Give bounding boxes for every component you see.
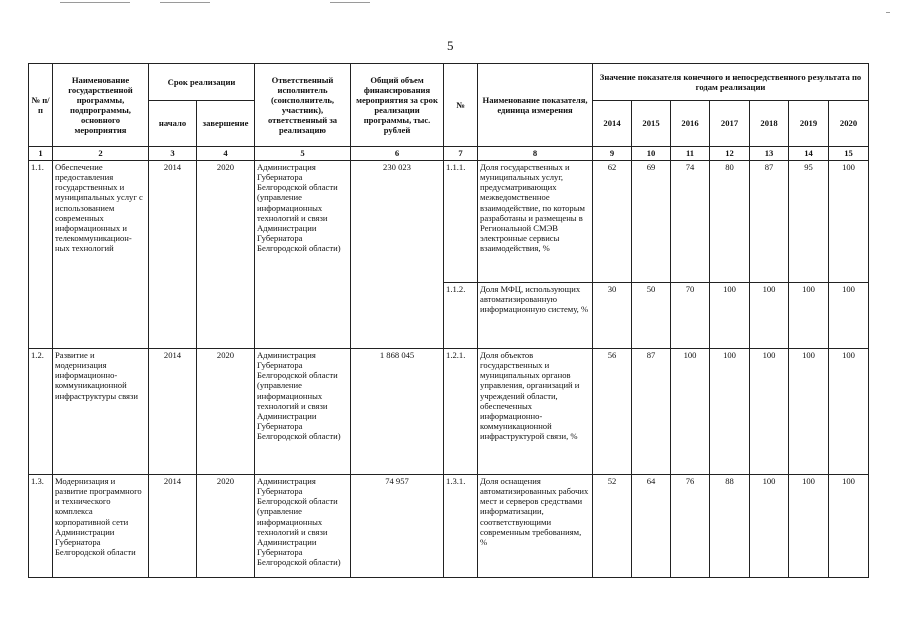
- indicator-value: 100: [829, 161, 869, 283]
- header-end: завершение: [197, 101, 255, 147]
- indicator-value: 88: [710, 475, 750, 578]
- indicator-value: 100: [829, 283, 869, 349]
- column-number: 4: [197, 147, 255, 161]
- column-number: 1: [29, 147, 53, 161]
- indicator-value: 80: [710, 161, 750, 283]
- indicator-value: 100: [750, 349, 789, 475]
- column-number: 12: [710, 147, 750, 161]
- indicator-value: 52: [593, 475, 632, 578]
- measure-start: 2014: [149, 475, 197, 578]
- table-row: [29, 161, 869, 283]
- header-responsible: Ответственный исполнитель (соисполнитель, участник), ответственный за реализацию: [255, 64, 351, 147]
- indicator-value: 76: [671, 475, 710, 578]
- indicator-value: 100: [789, 475, 829, 578]
- header-year: 2015: [632, 101, 671, 147]
- program-table: [28, 63, 869, 578]
- header-start: начало: [149, 101, 197, 147]
- measure-no: 1.2.: [29, 349, 53, 475]
- indicator-value: 74: [671, 161, 710, 283]
- column-number: 6: [351, 147, 444, 161]
- column-number: 7: [444, 147, 478, 161]
- column-number: 8: [478, 147, 593, 161]
- measure-end: 2020: [197, 161, 255, 349]
- measure-funding: 74 957: [351, 475, 444, 578]
- measure-funding: 230 023: [351, 161, 444, 349]
- measure-name: Обеспечение предоставления государственных и муниципальных услуг с использованием современных информационных и телекоммуникацион-ных технологий: [53, 161, 149, 349]
- column-number: 11: [671, 147, 710, 161]
- column-number: 15: [829, 147, 869, 161]
- header-year: 2019: [789, 101, 829, 147]
- indicator-value: 100: [710, 283, 750, 349]
- header-no: № п/п: [29, 64, 53, 147]
- header-funding: Общий объем финансирования мероприятия за срок реализации программы, тыс. рублей: [351, 64, 444, 147]
- indicator-no: 1.3.1.: [444, 475, 478, 578]
- indicator-value: 100: [829, 475, 869, 578]
- header-year: 2016: [671, 101, 710, 147]
- header-indicator: Наименование показателя, единица измерения: [478, 64, 593, 147]
- indicator-name: Доля объектов государственных и муниципальных органов управления, организаций и учреждений области, обеспеченных информационно-коммуникационной инфраструктурой связи, %: [478, 349, 593, 475]
- measure-no: 1.3.: [29, 475, 53, 578]
- column-number: 10: [632, 147, 671, 161]
- table-row: [29, 349, 869, 475]
- indicator-value: 100: [671, 349, 710, 475]
- indicator-value: 100: [829, 349, 869, 475]
- indicator-value: 100: [750, 475, 789, 578]
- measure-responsible: Администрация Губернатора Белгородской области (управление информационных технологий и связи Администрации Губернатора Белгородской области): [255, 161, 351, 349]
- scan-artifact: [160, 2, 210, 3]
- column-number: 5: [255, 147, 351, 161]
- scan-artifact: [886, 12, 890, 13]
- column-number: 9: [593, 147, 632, 161]
- indicator-value: 100: [710, 349, 750, 475]
- indicator-value: 87: [632, 349, 671, 475]
- indicator-value: 56: [593, 349, 632, 475]
- indicator-no: 1.1.2.: [444, 283, 478, 349]
- scan-artifact: [330, 2, 370, 3]
- measure-name: Модернизация и развитие программного и технического комплекса корпоративной сети Администрации Губернатора Белгородской области: [53, 475, 149, 578]
- indicator-value: 62: [593, 161, 632, 283]
- column-number: 3: [149, 147, 197, 161]
- indicator-value: 30: [593, 283, 632, 349]
- measure-funding: 1 868 045: [351, 349, 444, 475]
- header-year: 2014: [593, 101, 632, 147]
- table-row: [29, 475, 869, 578]
- header-name: Наименование государственной программы, подпрограммы, основного мероприятия: [53, 64, 149, 147]
- measure-end: 2020: [197, 475, 255, 578]
- page-number: 5: [447, 38, 454, 53]
- indicator-value: 69: [632, 161, 671, 283]
- indicator-value: 50: [632, 283, 671, 349]
- indicator-value: 100: [750, 283, 789, 349]
- measure-name: Развитие и модернизация информационно-коммуникационной инфраструктуры связи: [53, 349, 149, 475]
- indicator-no: 1.1.1.: [444, 161, 478, 283]
- indicator-value: 95: [789, 161, 829, 283]
- column-number: 14: [789, 147, 829, 161]
- measure-end: 2020: [197, 349, 255, 475]
- indicator-value: 87: [750, 161, 789, 283]
- indicator-value: 70: [671, 283, 710, 349]
- header-year: 2017: [710, 101, 750, 147]
- indicator-name: Доля МФЦ, использующих автоматизированную информационную систему, %: [478, 283, 593, 349]
- indicator-value: 100: [789, 283, 829, 349]
- column-number: 2: [53, 147, 149, 161]
- indicator-no: 1.2.1.: [444, 349, 478, 475]
- measure-start: 2014: [149, 349, 197, 475]
- header-year: 2018: [750, 101, 789, 147]
- header-values: Значение показателя конечного и непосредственного результата по годам реализации: [593, 64, 869, 101]
- indicator-name: Доля государственных и муниципальных услуг, предусматривающих межведомственное взаимодействие, по которым разработаны и размещены в Региональной СМЭВ электронные сервисы взаимодействия, %: [478, 161, 593, 283]
- header-indicator-no: №: [444, 64, 478, 147]
- indicator-name: Доля оснащения автоматизированных рабочих мест и серверов средствами информатизации, соответствующими современным требованиям, %: [478, 475, 593, 578]
- measure-responsible: Администрация Губернатора Белгородской области (управление информационных технологий и связи Администрации Губернатора Белгородской области): [255, 349, 351, 475]
- scan-artifact: [60, 2, 130, 3]
- column-number-row: [29, 147, 869, 161]
- indicator-value: 100: [789, 349, 829, 475]
- indicator-value: 64: [632, 475, 671, 578]
- measure-no: 1.1.: [29, 161, 53, 349]
- measure-start: 2014: [149, 161, 197, 349]
- measure-responsible: Администрация Губернатора Белгородской области (управление информационных технологий и связи Администрации Губернатора Белгородской области): [255, 475, 351, 578]
- header-period: Срок реализации: [149, 64, 255, 101]
- header-year: 2020: [829, 101, 869, 147]
- column-number: 13: [750, 147, 789, 161]
